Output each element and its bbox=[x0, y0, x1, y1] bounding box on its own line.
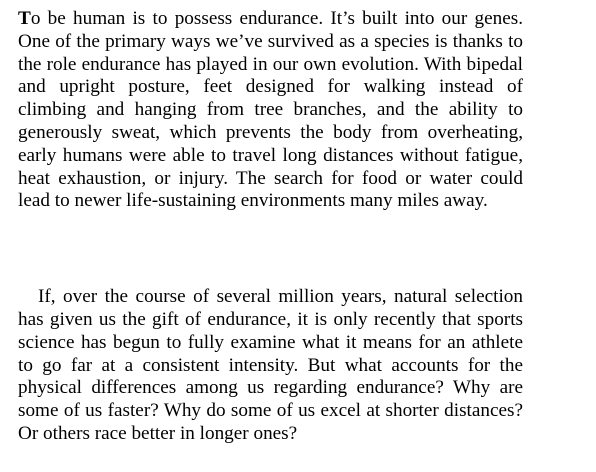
document-page bbox=[18, 8, 523, 446]
paragraph-2-text: If, over the course of several million years, natural selection has given us the gift of endurance, it is only recently that sports science has begun to fully examine what it means for an athlete to go far at a consistent intensity. But what accounts for the physical differences among us regarding endurance? Why are some of us faster? Why do some of us excel at shorter distances? Or others race better in longer ones? bbox=[18, 286, 523, 444]
paragraph-1-first-letter: T bbox=[18, 8, 31, 29]
paragraph-1 bbox=[18, 8, 523, 213]
paragraph-2 bbox=[18, 286, 523, 446]
paragraph-1-text: o be human is to possess endurance. It’s built into our genes. One of the primary ways we’ve survived as a species is thanks to the role endurance has played in our own evolution. With bipedal and upright posture, feet designed for walking instead of climbing and hanging from tree branches, and the ability to generously sweat, which prevents the body from overheating, early humans were able to travel long distances without fatigue, heat exhaustion, or injury. The search for food or water could lead to newer life-sustaining environments many miles away. bbox=[18, 8, 523, 212]
